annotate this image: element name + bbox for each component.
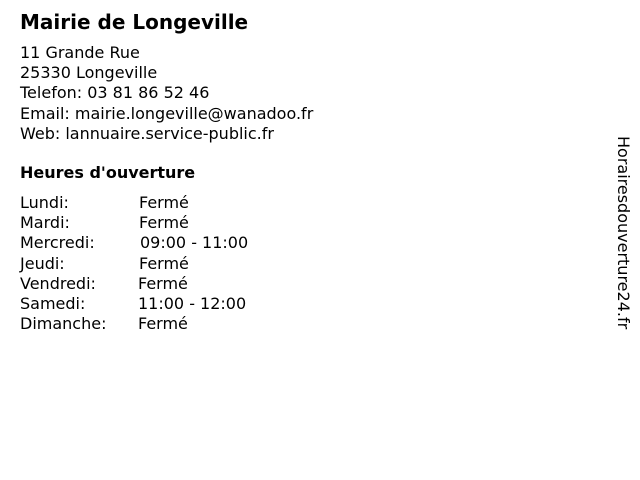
street-address: 11 Grande Rue bbox=[20, 43, 140, 62]
site-brand-vertical: Horairesdouverture24.fr bbox=[614, 136, 633, 330]
day-label: Mardi: bbox=[20, 213, 70, 233]
email-line: Email: mairie.longeville@wanadoo.fr bbox=[20, 103, 314, 123]
phone-line: Telefon: 03 81 86 52 46 bbox=[20, 83, 210, 103]
day-label: Dimanche: bbox=[20, 314, 107, 334]
day-hours: 11:00 - 12:00 bbox=[138, 293, 247, 313]
day-label: Vendredi: bbox=[20, 273, 96, 293]
page-title: Mairie de Longeville bbox=[20, 10, 249, 34]
city-postal: 25330 Longeville bbox=[20, 63, 158, 83]
address-block bbox=[20, 43, 313, 144]
day-hours: 09:00 - 11:00 bbox=[140, 233, 249, 253]
day-hours: Fermé bbox=[138, 314, 188, 334]
day-label: Mercredi: bbox=[20, 233, 95, 253]
day-hours: Fermé bbox=[139, 253, 189, 273]
day-hours: Fermé bbox=[138, 273, 188, 293]
hours-heading: Heures d'ouverture bbox=[20, 163, 196, 182]
day-hours: Fermé bbox=[139, 213, 189, 233]
day-label: Lundi: bbox=[20, 193, 69, 212]
web-line: Web: lannuaire.service-public.fr bbox=[20, 123, 274, 143]
day-hours: Fermé bbox=[139, 193, 189, 212]
day-label: Jeudi: bbox=[20, 253, 65, 273]
day-label: Samedi: bbox=[20, 293, 86, 313]
